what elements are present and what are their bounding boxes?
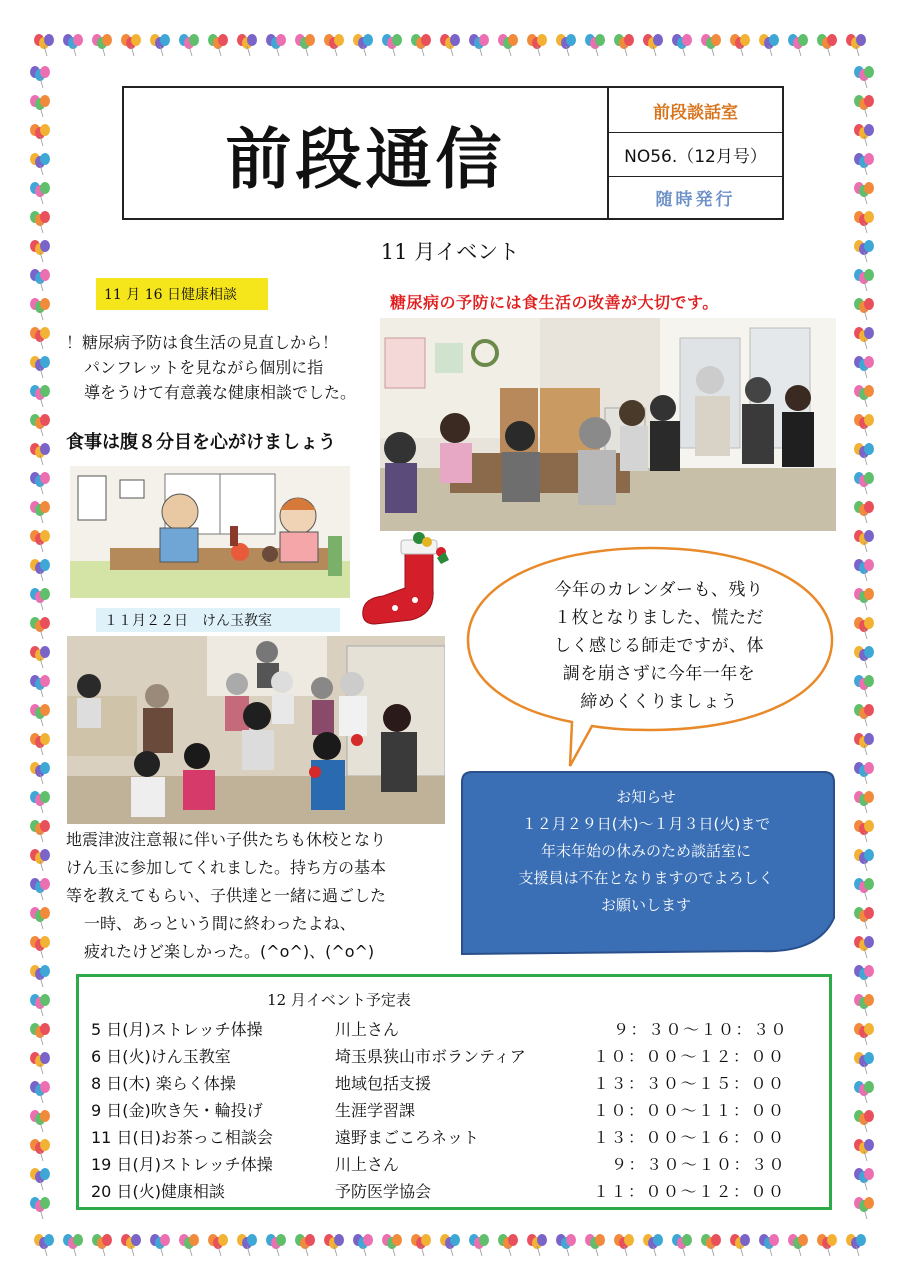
balloon-icon xyxy=(30,907,50,929)
balloon-icon xyxy=(30,994,50,1016)
balloon-icon xyxy=(854,356,874,378)
balloon-icon xyxy=(730,34,750,56)
balloon-icon xyxy=(30,878,50,900)
balloon-icon xyxy=(30,1197,50,1219)
balloon-icon xyxy=(527,34,547,56)
schedule-row xyxy=(91,1044,821,1071)
balloon-icon xyxy=(34,1234,54,1256)
text-line: ！糖尿病予防は食生活の見直しから！ xyxy=(66,333,339,352)
balloon-icon xyxy=(266,1234,286,1256)
balloon-icon xyxy=(92,34,112,56)
balloon-icon xyxy=(30,182,50,204)
balloon-icon xyxy=(382,1234,402,1256)
balloon-icon xyxy=(854,762,874,784)
balloon-icon xyxy=(440,34,460,56)
balloon-icon xyxy=(382,34,402,56)
schedule-time: ９：３０～１０：３０ xyxy=(613,1020,789,1039)
kendama-class-text xyxy=(66,826,444,966)
balloon-icon xyxy=(30,820,50,842)
health-consult-label: 11 月 16 日健康相談 xyxy=(96,278,268,310)
balloon-icon xyxy=(30,298,50,320)
balloon-icon xyxy=(585,1234,605,1256)
schedule-day: 11 日(日)お茶っこ相談会 xyxy=(91,1128,273,1147)
balloon-icon xyxy=(30,588,50,610)
balloon-icon xyxy=(30,1052,50,1074)
balloon-icon xyxy=(854,1110,874,1132)
balloon-icon xyxy=(30,211,50,233)
balloon-icon xyxy=(30,1139,50,1161)
schedule-row xyxy=(91,1179,821,1206)
balloon-icon xyxy=(30,936,50,958)
balloon-icon xyxy=(854,1139,874,1161)
balloon-icon xyxy=(817,1234,837,1256)
balloon-icon xyxy=(208,1234,228,1256)
balloon-icon xyxy=(788,34,808,56)
balloon-icon xyxy=(854,878,874,900)
balloon-icon xyxy=(643,34,663,56)
schedule-host: 地域包括支援 xyxy=(335,1074,432,1093)
balloon-icon xyxy=(34,34,54,56)
schedule-time: １３：３０～１５：００ xyxy=(593,1074,786,1093)
balloon-icon xyxy=(179,34,199,56)
balloon-icon xyxy=(121,34,141,56)
text-line: 締めくくりましょう xyxy=(580,692,738,712)
schedule-host: 埼玉県狭山市ボランティア xyxy=(335,1047,526,1066)
notice-content xyxy=(466,784,826,919)
balloon-icon xyxy=(701,34,721,56)
schedule-host: 川上さん xyxy=(335,1020,400,1039)
text-line: 年末年始の休みのため談話室に xyxy=(540,842,751,860)
schedule-time: ９：３０～１０：３０ xyxy=(611,1155,787,1174)
balloon-icon xyxy=(556,1234,576,1256)
text-line: 今年のカレンダーも、残り xyxy=(554,580,764,600)
balloon-icon xyxy=(469,34,489,56)
balloon-icon xyxy=(854,95,874,117)
balloon-icon xyxy=(30,269,50,291)
balloon-icon xyxy=(30,704,50,726)
text-line: 等を教えてもらい、子供達と一緒に過ごした xyxy=(66,886,387,905)
balloon-icon xyxy=(411,34,431,56)
balloon-icon xyxy=(295,34,315,56)
balloon-icon xyxy=(30,1110,50,1132)
publication-frequency: 随時発行 xyxy=(655,189,736,210)
issue-number: NO56.（12月号） xyxy=(609,132,782,177)
balloon-icon xyxy=(701,1234,721,1256)
balloon-icon xyxy=(237,34,257,56)
schedule-host: 遠野まごころネット xyxy=(335,1128,480,1147)
balloon-icon xyxy=(30,791,50,813)
kendama-class-photo xyxy=(67,636,445,824)
balloon-icon xyxy=(30,501,50,523)
section-title: 11 月イベント xyxy=(380,240,520,264)
balloon-icon xyxy=(854,298,874,320)
schedule-day: 19 日(月)ストレッチ体操 xyxy=(91,1155,273,1174)
text-line: パンフレットを見ながら個別に指 xyxy=(84,358,324,377)
balloon-icon xyxy=(30,443,50,465)
schedule-row xyxy=(91,1071,821,1098)
balloon-icon xyxy=(179,1234,199,1256)
bubble-message xyxy=(514,576,804,716)
balloon-icon xyxy=(121,1234,141,1256)
balloon-icon xyxy=(854,240,874,262)
text-line: 地震津波注意報に伴い子供たちも休校となり xyxy=(66,830,387,849)
balloon-icon xyxy=(643,1234,663,1256)
balloon-icon xyxy=(854,472,874,494)
text-line: 疲れたけど楽しかった。(^o^)、(^o^) xyxy=(84,942,375,961)
schedule-row xyxy=(91,1125,821,1152)
balloon-icon xyxy=(30,965,50,987)
balloon-icon xyxy=(614,34,634,56)
balloon-icon xyxy=(854,501,874,523)
balloon-icon xyxy=(30,385,50,407)
text-line: 支援員は不在となりますのでよろしく xyxy=(518,869,774,887)
schedule-time: １０：００～１１：００ xyxy=(593,1101,786,1120)
balloon-icon xyxy=(854,182,874,204)
balloon-icon xyxy=(854,704,874,726)
meal-illustration xyxy=(70,466,350,598)
balloon-icon xyxy=(854,124,874,146)
schedule-host: 川上さん xyxy=(335,1155,400,1174)
schedule-row xyxy=(91,1098,821,1125)
balloon-icon xyxy=(30,762,50,784)
newsletter-title: 前段通信 xyxy=(124,88,609,218)
balloon-icon xyxy=(854,211,874,233)
balloon-icon xyxy=(759,1234,779,1256)
balloon-icon xyxy=(150,1234,170,1256)
balloon-icon xyxy=(30,646,50,668)
balloon-icon xyxy=(854,733,874,755)
balloon-icon xyxy=(854,559,874,581)
balloon-icon xyxy=(30,327,50,349)
schedule-time: １３：００～１６：００ xyxy=(593,1128,786,1147)
balloon-icon xyxy=(854,675,874,697)
balloon-icon xyxy=(30,356,50,378)
kendama-class-label: １１月２２日 けん玉教室 xyxy=(96,608,340,632)
balloon-icon xyxy=(30,240,50,262)
balloon-icon xyxy=(854,1081,874,1103)
balloon-icon xyxy=(411,1234,431,1256)
balloon-icon xyxy=(30,1023,50,1045)
balloon-icon xyxy=(854,153,874,175)
balloon-icon xyxy=(324,1234,344,1256)
balloon-icon xyxy=(30,124,50,146)
text-line: １２月２９日(木)～１月３日(火)まで xyxy=(521,815,771,833)
balloon-icon xyxy=(846,34,866,56)
balloon-icon xyxy=(854,385,874,407)
balloon-icon xyxy=(30,1081,50,1103)
balloon-icon xyxy=(30,675,50,697)
balloon-icon xyxy=(30,530,50,552)
balloon-icon xyxy=(854,66,874,88)
balloon-icon xyxy=(440,1234,460,1256)
text-line: 導をうけて有意義な健康相談でした。 xyxy=(84,383,357,402)
text-line: １枚となりました、慌ただ xyxy=(554,608,764,628)
balloon-icon xyxy=(353,34,373,56)
balloon-icon xyxy=(854,849,874,871)
health-consult-text xyxy=(66,330,388,405)
balloon-icon xyxy=(30,153,50,175)
balloon-icon xyxy=(854,327,874,349)
balloon-icon xyxy=(63,1234,83,1256)
balloon-icon xyxy=(854,588,874,610)
balloon-icon xyxy=(788,1234,808,1256)
balloon-icon xyxy=(854,936,874,958)
balloon-icon xyxy=(585,34,605,56)
schedule-day: 5 日(月)ストレッチ体操 xyxy=(91,1020,263,1039)
balloon-icon xyxy=(63,34,83,56)
diabetes-heading: 糖尿病の予防には食生活の改善が大切です。 xyxy=(390,293,719,312)
balloon-icon xyxy=(854,1168,874,1190)
text-line: お願いします xyxy=(600,896,691,914)
balloon-icon xyxy=(614,1234,634,1256)
balloon-icon xyxy=(854,1197,874,1219)
balloon-icon xyxy=(672,1234,692,1256)
balloon-icon xyxy=(854,1023,874,1045)
balloon-icon xyxy=(527,1234,547,1256)
text-line: しく感じる師走ですが、体 xyxy=(554,636,764,656)
balloon-icon xyxy=(498,34,518,56)
schedule-title: 12 月イベント予定表 xyxy=(267,991,411,1009)
balloon-icon xyxy=(854,820,874,842)
balloon-icon xyxy=(30,472,50,494)
december-schedule xyxy=(76,974,832,1210)
notice-title: お知らせ xyxy=(616,788,676,806)
balloon-icon xyxy=(150,34,170,56)
schedule-day: 8 日(木) 楽らく体操 xyxy=(91,1074,236,1093)
schedule-row xyxy=(91,1152,821,1179)
schedule-day: 6 日(火)けん玉教室 xyxy=(91,1047,231,1066)
balloon-icon xyxy=(854,269,874,291)
masthead xyxy=(122,86,784,220)
schedule-host: 生涯学習課 xyxy=(335,1101,416,1120)
balloon-icon xyxy=(92,1234,112,1256)
balloon-icon xyxy=(854,443,874,465)
organization-name: 前段談話室 xyxy=(609,88,782,133)
balloon-icon xyxy=(556,34,576,56)
schedule-day: 20 日(火)健康相談 xyxy=(91,1182,225,1201)
schedule-row xyxy=(91,1017,821,1044)
balloon-icon xyxy=(208,34,228,56)
balloon-icon xyxy=(854,1052,874,1074)
balloon-icon xyxy=(30,733,50,755)
balloon-icon xyxy=(30,617,50,639)
christmas-stocking-icon xyxy=(355,528,463,628)
schedule-host: 予防医学協会 xyxy=(335,1182,432,1201)
balloon-icon xyxy=(730,1234,750,1256)
schedule-time: １０：００～１２：００ xyxy=(593,1047,786,1066)
balloon-icon xyxy=(854,530,874,552)
text-line: けん玉に参加してくれました。持ち方の基本 xyxy=(66,858,387,877)
balloon-icon xyxy=(854,414,874,436)
text-line: 調を崩さずに今年一年を xyxy=(562,664,756,684)
balloon-icon xyxy=(854,994,874,1016)
balloon-icon xyxy=(353,1234,373,1256)
balloon-icon xyxy=(324,34,344,56)
balloon-icon xyxy=(817,34,837,56)
schedule-day: 9 日(金)吹き矢・輪投げ xyxy=(91,1101,263,1120)
balloon-icon xyxy=(30,1168,50,1190)
balloon-icon xyxy=(854,907,874,929)
balloon-icon xyxy=(30,414,50,436)
balloon-icon xyxy=(469,1234,489,1256)
balloon-icon xyxy=(854,646,874,668)
balloon-icon xyxy=(30,95,50,117)
balloon-icon xyxy=(846,1234,866,1256)
schedule-time: １１：００～１２：００ xyxy=(593,1182,786,1201)
balloon-icon xyxy=(266,34,286,56)
balloon-icon xyxy=(759,34,779,56)
balloon-icon xyxy=(854,617,874,639)
balloon-icon xyxy=(30,849,50,871)
diet-heading: 食事は腹８分目を心がけましょう xyxy=(66,432,336,453)
text-line: 一時、あっという間に終わったよね、 xyxy=(84,914,356,933)
health-consult-photo xyxy=(380,318,836,531)
balloon-icon xyxy=(237,1234,257,1256)
balloon-icon xyxy=(30,66,50,88)
balloon-icon xyxy=(30,559,50,581)
balloon-icon xyxy=(295,1234,315,1256)
balloon-icon xyxy=(498,1234,518,1256)
balloon-icon xyxy=(854,791,874,813)
balloon-icon xyxy=(854,965,874,987)
balloon-icon xyxy=(672,34,692,56)
